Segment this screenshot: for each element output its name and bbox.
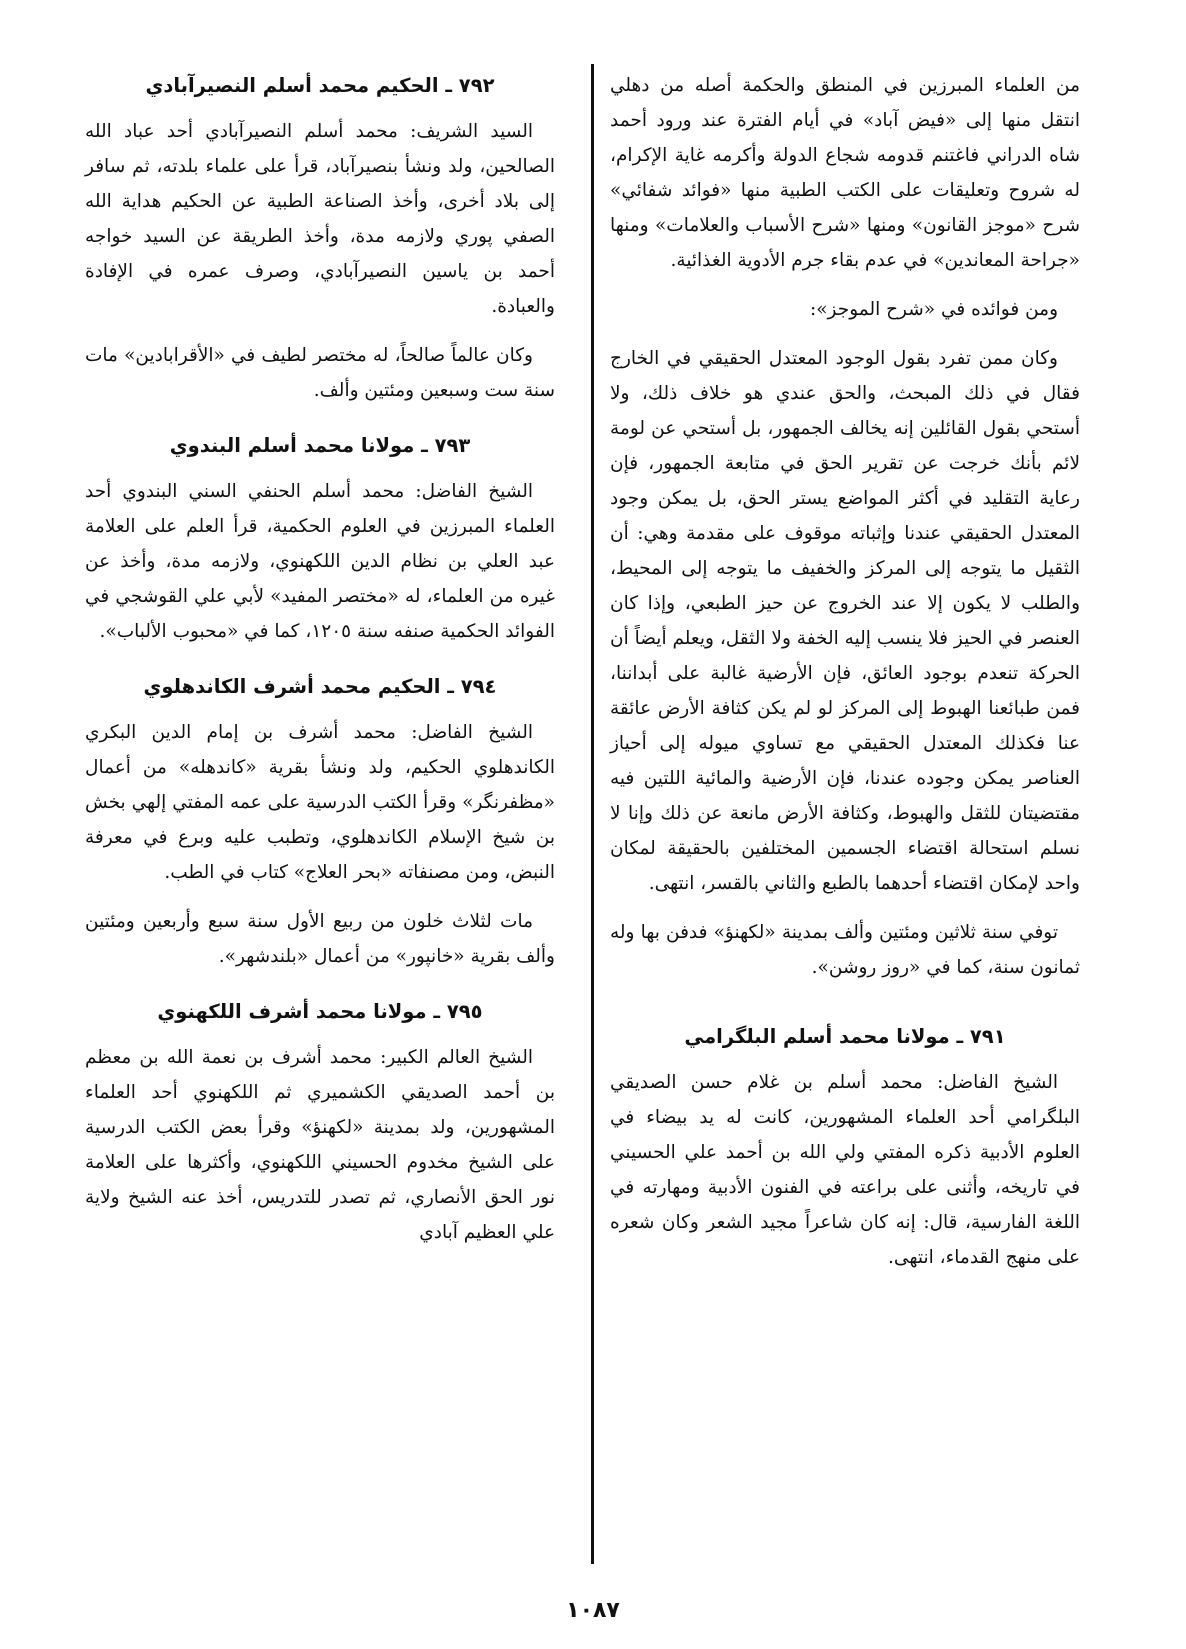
entry-heading-793: ٧٩٣ ـ مولانا محمد أسلم البندوي [169, 434, 471, 457]
paragraph-death-note: توفي سنة ثلاثين ومئتين وألف بمدينة «لكهنؤ» فدفن بها وله ثمانون سنة، كما في «روز روشن». [610, 922, 1080, 978]
left-column [85, 68, 555, 1264]
entry-text-792a: السيد الشريف: محمد أسلم النصيرآبادي أحد عباد الله الصالحين، ولد ونشأ بنصيرآباد، قرأ على علماء بلدته، ثم سافر إلى بلاد أخرى، وأخذ الصناعة الطبية عن الحكيم هداية الله الصفي پوري ولازمه مدة، وأخذ الطريقة عن السيد خواجه أحمد بن ياسين النصيرآبادي، وصرف عمره في الإفادة والعبادة. [85, 121, 555, 317]
paragraph-intro-quote: ومن فوائده في «شرح الموجز»: [810, 299, 1058, 320]
entry-text-794a: الشيخ الفاضل: محمد أشرف بن إمام الدين البكري الكاندهلوي الحكيم، ولد ونشأ بقرية «كاندهله» من أعمال «مظفرنگر» وقرأ الكتب الدرسية على عمه المفتي إلهي بخش بن شيخ الإسلام الكاندهلوي، وتطبب عليه وبرع في معرفة النبض، ومن مصنفاته «بحر العلاج» كتاب في الطب. [85, 722, 555, 883]
paragraph-quote-body: وكان ممن تفرد بقول الوجود المعتدل الحقيقي في الخارج فقال في ذلك المبحث، والحق عندي هو خلاف ذلك، ولا أستحي بقول القائلين إنه يخالف الجمهور، بل أستحي عن لومة لائم بأنك خرجت عن تقرير الحق في متابعة الجمهور، فإن رعاية التقليد في أكثر المواضع يستر الحق، بل يمكن وجود المعتدل الحقيقي عندنا وإثباته موقوف على مقدمة وهي: أن الثقيل ما يتوجه إلى المركز والخفيف ما يتوجه إلى المحيط، والطلب لا يكون إلا عند الخروج عن حيز الطبعي، وإذا كان العنصر في الحيز فلا ينسب إليه الخفة ولا الثقل، ويعلم أيضاً أن الحركة تنعدم بوجود العائق، فإن الأرضية غالبة على أبداننا، فمن طبائعنا الهبوط إلى المركز لو لم يكن كثافة الأرض عائقة عنا فكذلك المعتدل الحقيقي مع تساوي ميوله إلى أحياز العناصر يمكن وجوده عندنا، فإن الأرضية والمائية اللتين فيه مقتضيتان للثقل والهبوط، وكثافة الأرض مانعة عن ذلك وإنا لا نسلم استحالة اقتضاء الجسمين المختلفين بالحقيقة لمكان واحد لإمكان اقتضاء أحدهما بالطبع والثاني بالقسر، انتهى. [610, 348, 1080, 894]
right-column [610, 68, 1080, 1289]
entry-text-795: الشيخ العالم الكبير: محمد أشرف بن نعمة الله بن معظم بن أحمد الصديقي الكشميري ثم اللكهنوي أحد العلماء المشهورين، ولد بمدينة «لكهنؤ» وقرأ بعض الكتب الدرسية على الشيخ مخدوم الحسيني اللكهنوي، وأكثرها على العلامة نور الحق الأنصاري، ثم تصدر للتدريس، أخذ عنه الشيخ ولاية علي العظيم آبادي [85, 1047, 555, 1243]
column-divider [591, 64, 594, 1564]
entry-text-791: الشيخ الفاضل: محمد أسلم بن غلام حسن الصديقي البلگرامي أحد العلماء المشهورين، كانت له يد بيضاء في العلوم الأدبية ذكره المفتي ولي الله بن أحمد علي الحسيني في تاريخه، وأثنى على براعته في الفنون الأدبية ومهارته في اللغة الفارسية، قال: إنه كان شاعراً مجيد الشعر وكان شعره على منهج القدماء، انتهى. [610, 1072, 1080, 1268]
entry-text-792b: وكان عالماً صالحاً، له مختصر لطيف في «الأقرابادين» مات سنة ست وسبعين ومئتين وألف. [85, 345, 555, 401]
entry-heading-791: ٧٩١ ـ مولانا محمد أسلم البلگرامي [684, 1025, 1006, 1048]
entry-heading-794: ٧٩٤ ـ الحكيم محمد أشرف الكاندهلوي [143, 675, 497, 698]
paragraph-continuation: من العلماء المبرزين في المنطق والحكمة أصله من دهلي انتقل منها إلى «فيض آباد» في أيام الفترة عند ورود أحمد شاه الدراني فاغتنم قدومه شجاع الدولة وأكرمه غاية الإكرام، له شروح وتعليقات على الكتب الطبية منها «فوائد شفائي» شرح «موجز القانون» ومنها «شرح الأسباب والعلامات» ومنها «جراحة المعاندين» في عدم بقاء جرم الأدوية الغذائية. [610, 75, 1080, 271]
entry-text-794b: مات لثلاث خلون من ربيع الأول سنة سبع وأربعين ومئتين وألف بقرية «خانپور» من أعمال «بلندشهر». [85, 911, 555, 967]
page-number: ١٠٨٧ [566, 1598, 620, 1623]
entry-heading-792: ٧٩٢ ـ الحكيم محمد أسلم النصيرآبادي [145, 74, 495, 97]
entry-text-793: الشيخ الفاضل: محمد أسلم الحنفي السني البندوي أحد العلماء المبرزين في العلوم الحكمية، قرأ العلم على العلامة عبد العلي بن نظام الدين اللكهنوي، ولازمه مدة، وأخذ عن غيره من العلماء، له «مختصر المفيد» لأبي علي القوشجي في الفوائد الحكمية صنفه سنة ١٢٠٥، كما في «محبوب الألباب». [85, 481, 555, 642]
entry-heading-795: ٧٩٥ ـ مولانا محمد أشرف اللكهنوي [157, 1000, 483, 1023]
